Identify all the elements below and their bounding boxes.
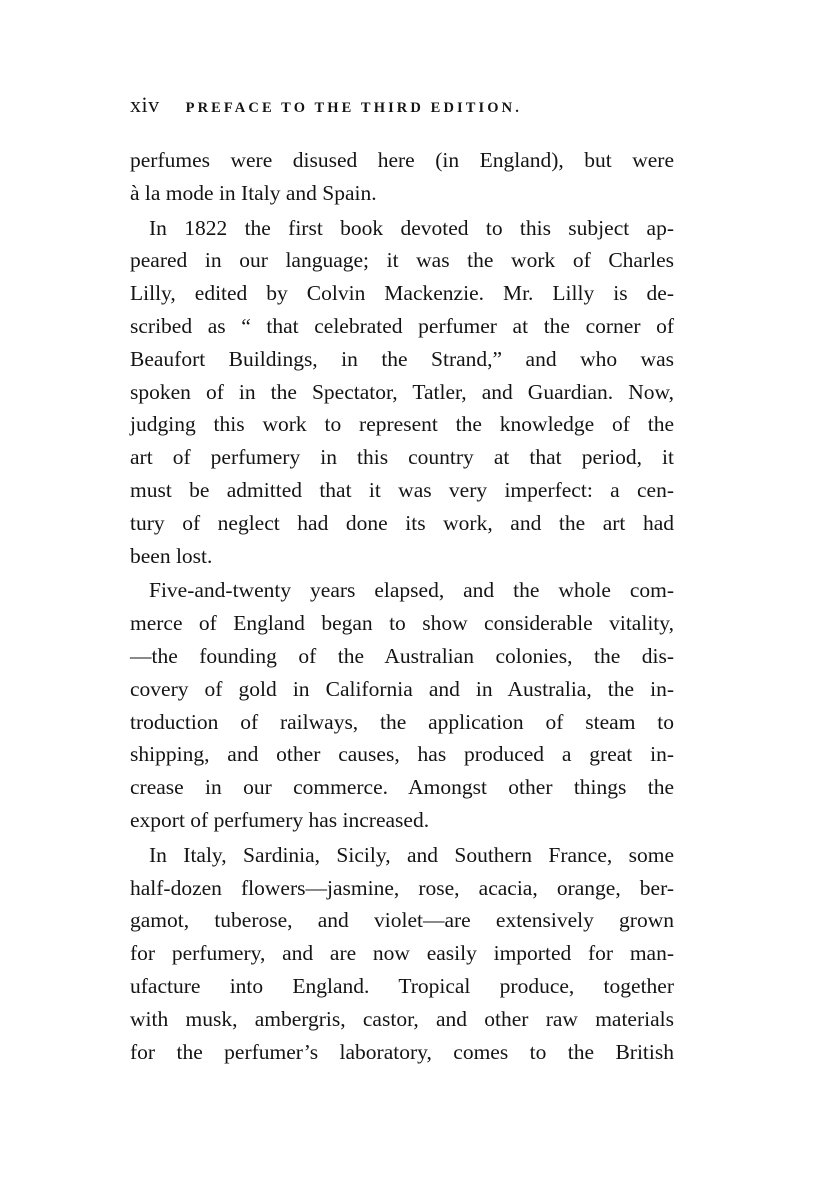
text-line: perfumes were disused here (in England), but were — [130, 148, 674, 172]
paragraph-3 — [130, 574, 674, 836]
text-line: merce of England began to show considerable vitality, — [130, 611, 674, 636]
text-line: ufacture into England. Tropical produce, together — [130, 973, 674, 998]
text-line: troduction of railways, the application of steam to — [130, 709, 674, 734]
text-line: scribed as “ that celebrated perfumer at the corner of — [130, 313, 674, 338]
text-line: In Italy, Sardinia, Sicily, and Southern France, some — [149, 842, 674, 867]
body-text — [130, 144, 674, 1068]
text-line: must be admitted that it was very imperfect: a cen- — [130, 477, 674, 502]
page-number: xiv — [130, 92, 160, 117]
text-line: export of perfumery has increased. — [130, 807, 430, 832]
text-line: —the founding of the Australian colonies, the dis- — [130, 643, 674, 668]
text-line: peared in our language; it was the work of Charles — [130, 248, 674, 273]
text-line: crease in our commerce. Amongst other things the — [130, 775, 674, 800]
text-line: for perfumery, and are now easily imported for man- — [130, 941, 674, 966]
text-line: for the perfumer’s laboratory, comes to the British — [130, 1039, 674, 1064]
text-line: art of perfumery in this country at that period, it — [130, 445, 674, 470]
running-title: PREFACE TO THE THIRD EDITION. — [185, 100, 522, 116]
text-line: gamot, tuberose, and violet—are extensively grown — [130, 908, 674, 933]
text-line: In 1822 the first book devoted to this subject ap- — [149, 215, 674, 240]
text-line: been lost. — [130, 543, 213, 568]
text-line: Lilly, edited by Colvin Mackenzie. Mr. Lilly is de- — [130, 281, 674, 306]
text-line: spoken of in the Spectator, Tatler, and Guardian. Now, — [130, 379, 674, 404]
text-line: Beaufort Buildings, in the Strand,” and who was — [130, 346, 674, 371]
text-line: Five-and-twenty years elapsed, and the whole com- — [149, 578, 674, 603]
paragraph-2 — [130, 212, 674, 573]
text-line: half-dozen flowers—jasmine, rose, acacia, orange, ber- — [130, 875, 674, 900]
text-line: covery of gold in California and in Australia, the in- — [130, 676, 674, 701]
paragraph-1 — [130, 144, 674, 210]
text-line: with musk, ambergris, castor, and other raw materials — [130, 1006, 674, 1031]
text-line: judging this work to represent the knowledge of the — [130, 412, 674, 437]
paragraph-4 — [130, 839, 674, 1069]
text-line: tury of neglect had done its work, and the art had — [130, 510, 674, 535]
text-line: shipping, and other causes, has produced a great in- — [130, 742, 674, 767]
text-line: à la mode in Italy and Spain. — [130, 180, 377, 205]
running-header — [130, 92, 730, 122]
